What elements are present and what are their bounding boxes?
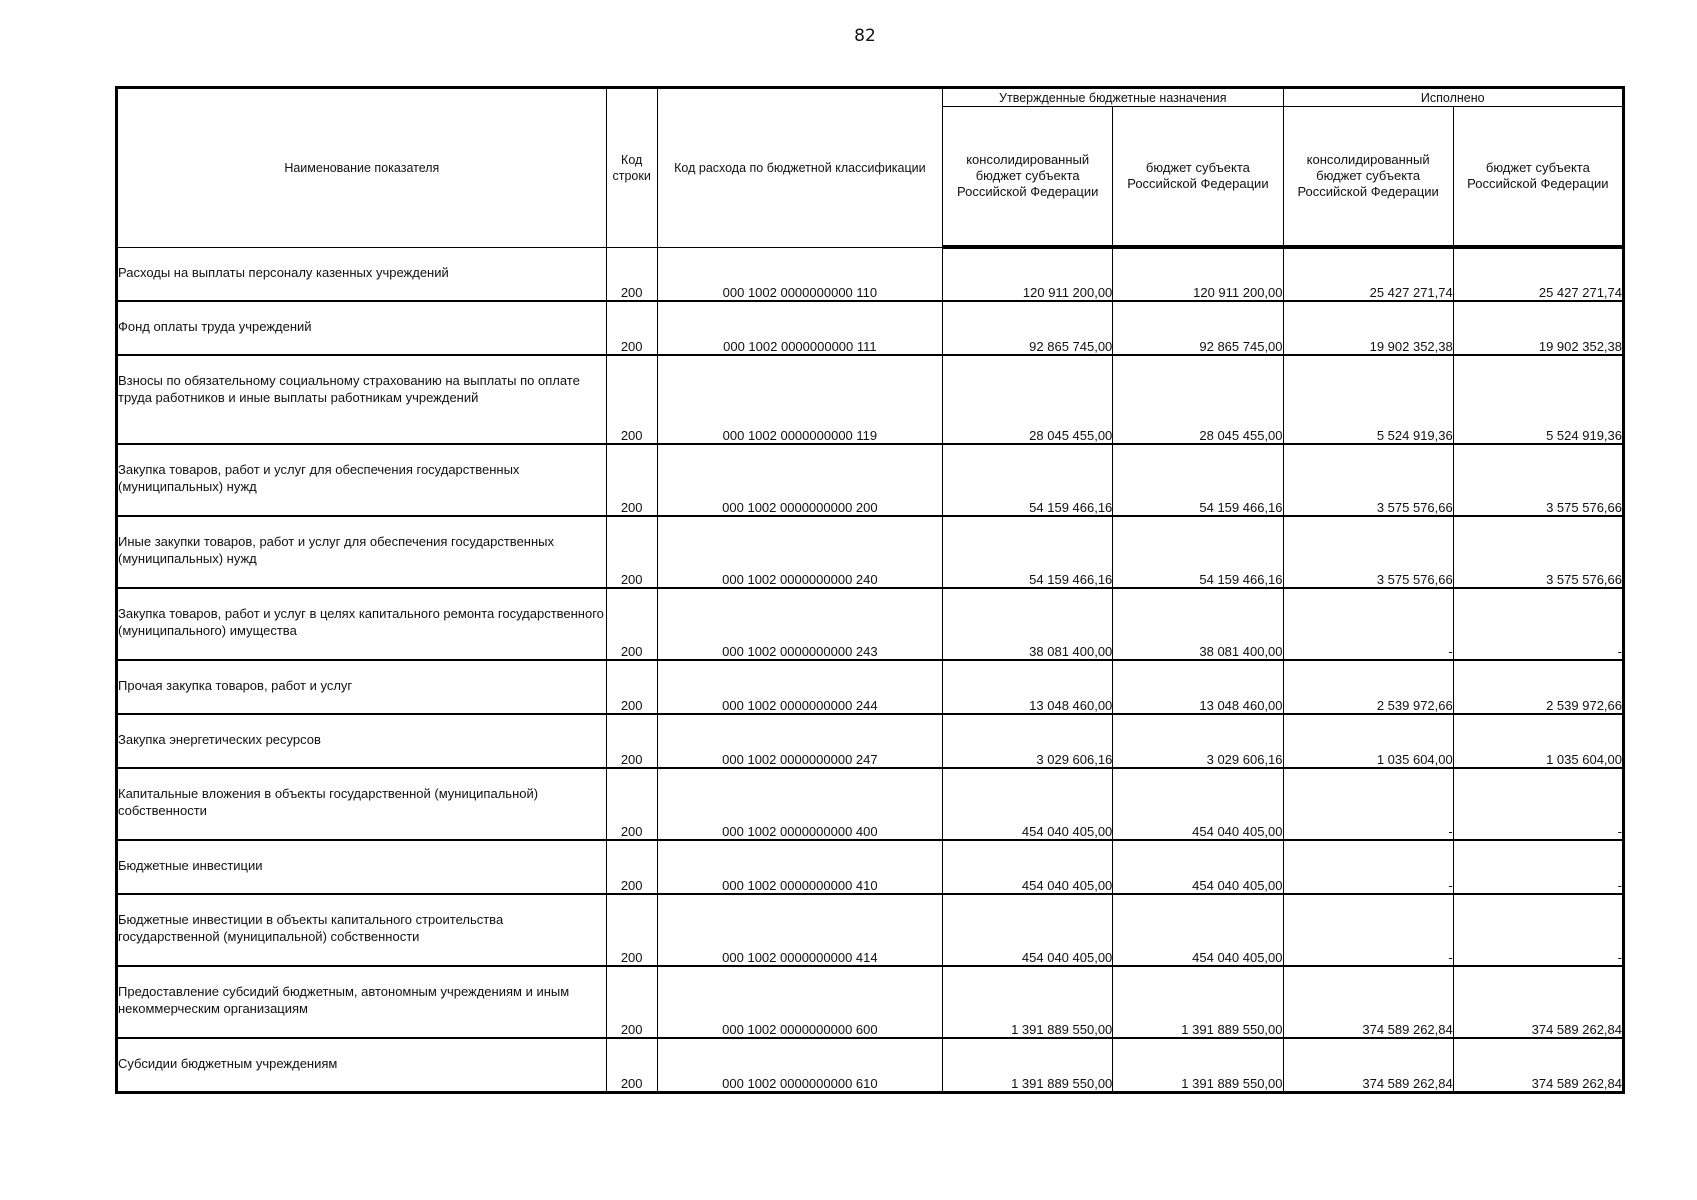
row-name: Взносы по обязательному социальному страхованию на выплаты по оплате труда работников и иные выплаты работникам учреждений [118, 373, 580, 405]
row-name: Субсидии бюджетным учреждениям [118, 1056, 338, 1071]
header-approved-subject: бюджет субъекта Российской Федерации [1113, 107, 1283, 248]
row-approved-subject: 1 391 889 550,00 [1113, 1038, 1283, 1092]
header-executed-consolidated: консолидированный бюджет субъекта Российской Федерации [1283, 107, 1453, 248]
row-line-code: 200 [606, 247, 657, 301]
row-line-code: 200 [606, 840, 657, 894]
table-row [117, 768, 1624, 840]
table-row [117, 516, 1624, 588]
row-expense-code: 000 1002 0000000000 610 [657, 1038, 942, 1092]
row-executed-consolidated: 374 589 262,84 [1283, 966, 1453, 1038]
row-executed-subject: 1 035 604,00 [1453, 714, 1623, 768]
row-executed-subject: 5 524 919,36 [1453, 355, 1623, 444]
row-approved-consolidated: 454 040 405,00 [943, 840, 1113, 894]
row-executed-subject: - [1453, 840, 1623, 894]
row-executed-subject: - [1453, 588, 1623, 660]
row-name: Прочая закупка товаров, работ и услуг [118, 678, 353, 693]
row-approved-consolidated: 28 045 455,00 [943, 355, 1113, 444]
table-row [117, 966, 1624, 1038]
row-executed-consolidated: - [1283, 768, 1453, 840]
row-name: Предоставление субсидий бюджетным, автономным учреждениям и иным некоммерческим организациям [118, 984, 570, 1016]
budget-expense-table [115, 86, 1625, 1094]
row-executed-consolidated: 5 524 919,36 [1283, 355, 1453, 444]
row-approved-subject: 54 159 466,16 [1113, 516, 1283, 588]
row-executed-consolidated: 3 575 576,66 [1283, 444, 1453, 516]
row-executed-consolidated: 374 589 262,84 [1283, 1038, 1453, 1092]
page-number: 82 [854, 26, 876, 46]
row-executed-consolidated: - [1283, 894, 1453, 966]
row-approved-consolidated: 120 911 200,00 [943, 247, 1113, 301]
row-approved-consolidated: 38 081 400,00 [943, 588, 1113, 660]
row-approved-consolidated: 1 391 889 550,00 [943, 966, 1113, 1038]
row-expense-code: 000 1002 0000000000 111 [657, 301, 942, 355]
table-row [117, 588, 1624, 660]
row-approved-subject: 38 081 400,00 [1113, 588, 1283, 660]
row-approved-consolidated: 1 391 889 550,00 [943, 1038, 1113, 1092]
row-name: Иные закупки товаров, работ и услуг для обеспечения государственных (муниципальных) нужд [118, 534, 554, 566]
row-approved-consolidated: 92 865 745,00 [943, 301, 1113, 355]
header-name: Наименование показателя [117, 88, 607, 248]
row-line-code: 200 [606, 966, 657, 1038]
row-line-code: 200 [606, 768, 657, 840]
table-row [117, 840, 1624, 894]
table-row [117, 660, 1624, 714]
row-name: Фонд оплаты труда учреждений [118, 319, 312, 334]
row-approved-consolidated: 3 029 606,16 [943, 714, 1113, 768]
row-name: Бюджетные инвестиции в объекты капитального строительства государственной (муниципальной) собственности [118, 912, 504, 944]
row-name: Капитальные вложения в объекты государственной (муниципальной) собственности [118, 786, 539, 818]
row-executed-subject: - [1453, 768, 1623, 840]
header-expense-code: Код расхода по бюджетной классификации [657, 88, 942, 248]
table-row [117, 355, 1624, 444]
row-name: Расходы на выплаты персоналу казенных учреждений [118, 264, 449, 280]
row-approved-subject: 92 865 745,00 [1113, 301, 1283, 355]
row-approved-subject: 454 040 405,00 [1113, 894, 1283, 966]
row-line-code: 200 [606, 660, 657, 714]
row-approved-consolidated: 13 048 460,00 [943, 660, 1113, 714]
row-executed-subject: 3 575 576,66 [1453, 516, 1623, 588]
row-expense-code: 000 1002 0000000000 410 [657, 840, 942, 894]
row-expense-code: 000 1002 0000000000 600 [657, 966, 942, 1038]
row-executed-consolidated: - [1283, 588, 1453, 660]
table-row [117, 247, 1624, 301]
row-expense-code: 000 1002 0000000000 119 [657, 355, 942, 444]
table-row [117, 714, 1624, 768]
row-name: Закупка товаров, работ и услуг для обеспечения государственных (муниципальных) нужд [118, 462, 520, 494]
row-line-code: 200 [606, 714, 657, 768]
row-approved-subject: 54 159 466,16 [1113, 444, 1283, 516]
row-approved-consolidated: 54 159 466,16 [943, 444, 1113, 516]
row-name: Закупка энергетических ресурсов [118, 732, 321, 747]
row-executed-consolidated: 19 902 352,38 [1283, 301, 1453, 355]
row-approved-consolidated: 454 040 405,00 [943, 894, 1113, 966]
row-expense-code: 000 1002 0000000000 247 [657, 714, 942, 768]
row-executed-subject: 374 589 262,84 [1453, 1038, 1623, 1092]
row-line-code: 200 [606, 444, 657, 516]
table-row [117, 301, 1624, 355]
row-name: Бюджетные инвестиции [118, 858, 263, 873]
row-line-code: 200 [606, 355, 657, 444]
table-row [117, 894, 1624, 966]
row-approved-subject: 1 391 889 550,00 [1113, 966, 1283, 1038]
header-line-code: Код строки [606, 88, 657, 248]
table-body [117, 247, 1624, 1092]
row-executed-subject: 25 427 271,74 [1453, 247, 1623, 301]
row-line-code: 200 [606, 894, 657, 966]
row-executed-consolidated: 2 539 972,66 [1283, 660, 1453, 714]
row-approved-subject: 120 911 200,00 [1113, 247, 1283, 301]
row-executed-subject: 374 589 262,84 [1453, 966, 1623, 1038]
table-row [117, 444, 1624, 516]
row-executed-consolidated: - [1283, 840, 1453, 894]
row-approved-subject: 454 040 405,00 [1113, 840, 1283, 894]
table-row [117, 1038, 1624, 1092]
header-executed-subject: бюджет субъекта Российской Федерации [1453, 107, 1623, 248]
header-approved: Утвержденные бюджетные назначения [943, 88, 1283, 107]
header-approved-consolidated: консолидированный бюджет субъекта Российской Федерации [943, 107, 1113, 248]
row-line-code: 200 [606, 1038, 657, 1092]
row-name: Закупка товаров, работ и услуг в целях капитального ремонта государственного (муниципального) имущества [118, 606, 604, 638]
row-approved-subject: 3 029 606,16 [1113, 714, 1283, 768]
row-line-code: 200 [606, 301, 657, 355]
row-expense-code: 000 1002 0000000000 240 [657, 516, 942, 588]
row-expense-code: 000 1002 0000000000 200 [657, 444, 942, 516]
row-line-code: 200 [606, 516, 657, 588]
row-executed-consolidated: 3 575 576,66 [1283, 516, 1453, 588]
row-approved-consolidated: 54 159 466,16 [943, 516, 1113, 588]
row-expense-code: 000 1002 0000000000 110 [657, 247, 942, 301]
row-approved-subject: 28 045 455,00 [1113, 355, 1283, 444]
row-expense-code: 000 1002 0000000000 244 [657, 660, 942, 714]
row-executed-subject: 19 902 352,38 [1453, 301, 1623, 355]
header-executed: Исполнено [1283, 88, 1623, 107]
header-row-group [117, 88, 1624, 107]
row-executed-consolidated: 25 427 271,74 [1283, 247, 1453, 301]
row-expense-code: 000 1002 0000000000 414 [657, 894, 942, 966]
row-approved-subject: 454 040 405,00 [1113, 768, 1283, 840]
row-executed-subject: - [1453, 894, 1623, 966]
row-line-code: 200 [606, 588, 657, 660]
row-executed-subject: 3 575 576,66 [1453, 444, 1623, 516]
row-executed-consolidated: 1 035 604,00 [1283, 714, 1453, 768]
row-executed-subject: 2 539 972,66 [1453, 660, 1623, 714]
row-approved-subject: 13 048 460,00 [1113, 660, 1283, 714]
row-expense-code: 000 1002 0000000000 243 [657, 588, 942, 660]
row-approved-consolidated: 454 040 405,00 [943, 768, 1113, 840]
row-expense-code: 000 1002 0000000000 400 [657, 768, 942, 840]
